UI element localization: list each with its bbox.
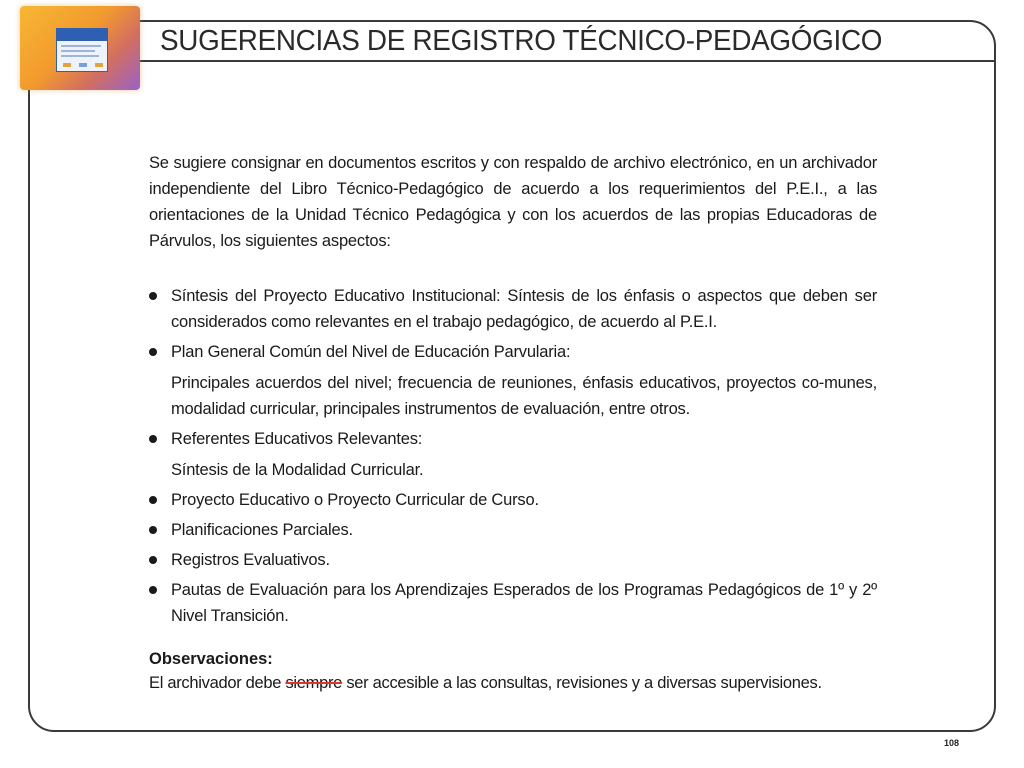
bullet-icon [149, 496, 157, 504]
bullet-icon [149, 292, 157, 300]
list-item-text: Plan General Común del Nivel de Educación Parvularia: [171, 343, 571, 361]
list-item [149, 547, 877, 573]
observations-heading: Observaciones: [149, 650, 273, 668]
list-item-subtext: Síntesis de la Modalidad Curricular. [171, 461, 424, 479]
struck-word: siempre [285, 674, 343, 692]
list-item-text: Planificaciones Parciales. [171, 521, 353, 539]
bullet-icon [149, 586, 157, 594]
list-item [149, 283, 877, 335]
bullet-icon [149, 526, 157, 534]
bullet-icon [149, 556, 157, 564]
intro-paragraph: Se sugiere consignar en documentos escritos y con respaldo de archivo electrónico, en un archivador independiente del Libro Técnico-Pedagógico de acuerdo a los requerimientos del P.E.I., a las orientaciones de la Unidad Técnico Pedagógica y con los acuerdos de las propias Educadoras de Párvulos, los siguientes aspectos: [149, 154, 877, 250]
bullet-icon [149, 348, 157, 356]
list-item [149, 426, 877, 483]
list-item [149, 577, 877, 629]
observations-text-end: ser accesible a las consultas, revisiones y a diversas supervisiones. [342, 674, 822, 692]
bullet-icon [149, 435, 157, 443]
document-body [149, 150, 877, 695]
title-underline [140, 60, 996, 62]
form-card-graphic [56, 28, 108, 72]
list-item-text: Síntesis del Proyecto Educativo Institucional: Síntesis de los énfasis o aspectos que deben ser considerados como relevantes en el trabajo pedagógico, de acuerdo al P.E.I. [171, 287, 877, 331]
list-item-text: Pautas de Evaluación para los Aprendizajes Esperados de los Programas Pedagógicos de 1º y 2º Nivel Transición. [171, 581, 877, 625]
observations-text-start: El archivador debe [149, 674, 286, 692]
list-item-subtext: Principales acuerdos del nivel; frecuencia de reuniones, énfasis educativos, proyectos co-munes, modalidad curricular, principales instrumentos de evaluación, entre otros. [171, 374, 877, 418]
list-item-text: Registros Evaluativos. [171, 551, 330, 569]
page-title: SUGERENCIAS DE REGISTRO TÉCNICO-PEDAGÓGICO [160, 25, 883, 57]
observations-text [149, 671, 877, 695]
list-item-text: Referentes Educativos Relevantes: [171, 430, 423, 448]
list-item [149, 339, 877, 422]
aspects-list [149, 283, 877, 629]
page-number: 108 [944, 738, 960, 748]
book-form-icon [20, 6, 140, 90]
list-item [149, 487, 877, 513]
list-item-text: Proyecto Educativo o Proyecto Curricular de Curso. [171, 491, 539, 509]
list-item [149, 517, 877, 543]
